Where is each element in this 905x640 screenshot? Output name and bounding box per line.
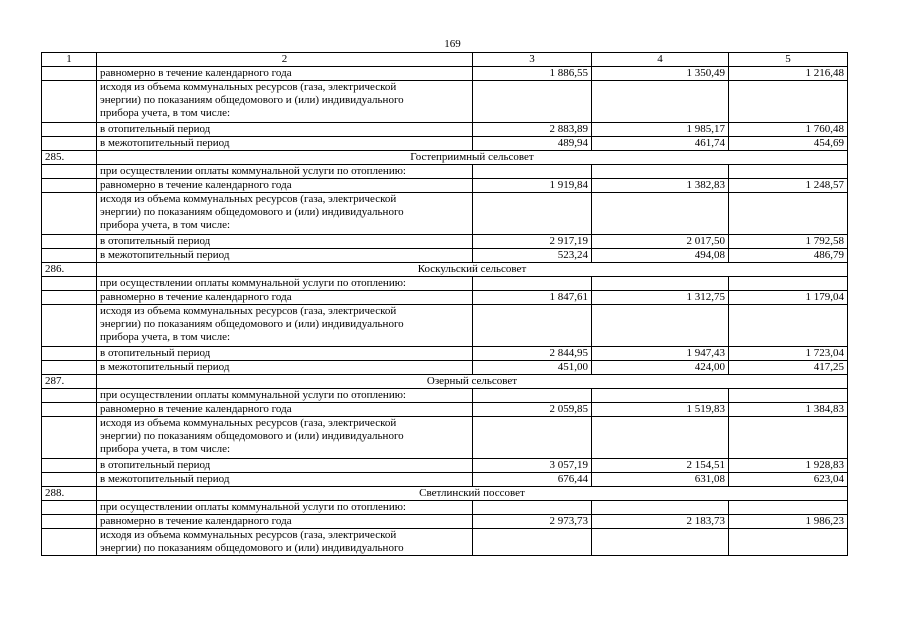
- table-row: [42, 529, 848, 556]
- col-header-5: 5: [729, 53, 848, 67]
- value-col-5: 1 986,23: [729, 515, 848, 529]
- value-col-4: 424,00: [592, 361, 729, 375]
- table-row: [42, 193, 848, 235]
- value-col-5: 1 248,57: [729, 179, 848, 193]
- value-col-3: 489,94: [473, 137, 592, 151]
- row-index: 287.: [42, 375, 97, 389]
- row-index: [42, 403, 97, 417]
- row-description: в межотопительный период: [97, 249, 473, 263]
- value-col-3: 451,00: [473, 361, 592, 375]
- row-description: при осуществлении оплаты коммунальной услуги по отоплению:: [97, 277, 473, 291]
- value-col-5: [729, 81, 848, 123]
- value-col-4: 631,08: [592, 473, 729, 487]
- col-header-2: 2: [97, 53, 473, 67]
- row-index: [42, 501, 97, 515]
- row-index: [42, 67, 97, 81]
- value-col-5: 454,69: [729, 137, 848, 151]
- value-col-3: [473, 277, 592, 291]
- value-col-3: [473, 417, 592, 459]
- value-col-4: 1 350,49: [592, 67, 729, 81]
- row-index: [42, 305, 97, 347]
- row-index: [42, 291, 97, 305]
- table-row: [42, 67, 848, 81]
- table-row: [42, 361, 848, 375]
- value-col-4: 1 519,83: [592, 403, 729, 417]
- row-index: [42, 277, 97, 291]
- table-row: [42, 305, 848, 347]
- section-row: [42, 263, 848, 277]
- value-col-5: 1 216,48: [729, 67, 848, 81]
- row-index: [42, 249, 97, 263]
- value-col-4: 2 183,73: [592, 515, 729, 529]
- row-description: в межотопительный период: [97, 361, 473, 375]
- value-col-4: [592, 501, 729, 515]
- section-title: Гостеприимный сельсовет: [97, 151, 848, 165]
- row-description: равномерно в течение календарного года: [97, 179, 473, 193]
- col-header-4: 4: [592, 53, 729, 67]
- value-col-3: 2 883,89: [473, 123, 592, 137]
- value-col-4: 461,74: [592, 137, 729, 151]
- row-index: [42, 347, 97, 361]
- table-row: [42, 515, 848, 529]
- value-col-4: [592, 305, 729, 347]
- table-row: [42, 123, 848, 137]
- table-row: [42, 501, 848, 515]
- value-col-4: 2 017,50: [592, 235, 729, 249]
- row-description: равномерно в течение календарного года: [97, 291, 473, 305]
- section-row: [42, 487, 848, 501]
- table-row: [42, 417, 848, 459]
- row-description: при осуществлении оплаты коммунальной услуги по отоплению:: [97, 389, 473, 403]
- value-col-5: 623,04: [729, 473, 848, 487]
- table-row: [42, 473, 848, 487]
- value-col-3: 676,44: [473, 473, 592, 487]
- table-row: [42, 277, 848, 291]
- value-col-3: 523,24: [473, 249, 592, 263]
- value-col-3: 1 886,55: [473, 67, 592, 81]
- row-index: [42, 473, 97, 487]
- row-description: равномерно в течение календарного года: [97, 403, 473, 417]
- table-row: [42, 249, 848, 263]
- value-col-5: [729, 529, 848, 556]
- value-col-4: [592, 417, 729, 459]
- row-description: в отопительный период: [97, 123, 473, 137]
- value-col-3: 3 057,19: [473, 459, 592, 473]
- value-col-4: [592, 81, 729, 123]
- value-col-5: 1 384,83: [729, 403, 848, 417]
- value-col-5: 417,25: [729, 361, 848, 375]
- row-description: в отопительный период: [97, 459, 473, 473]
- row-index: [42, 235, 97, 249]
- value-col-5: 1 792,58: [729, 235, 848, 249]
- value-col-3: 2 844,95: [473, 347, 592, 361]
- section-title: Коскульский сельсовет: [97, 263, 848, 277]
- row-description: в межотопительный период: [97, 473, 473, 487]
- row-index: [42, 165, 97, 179]
- row-description: исходя из объема коммунальных ресурсов (газа, электрической энергии) по показаниям общедомового и (или) индивидуального: [97, 529, 473, 556]
- table-row: [42, 403, 848, 417]
- table-row: [42, 347, 848, 361]
- value-col-4: [592, 389, 729, 403]
- value-col-5: 486,79: [729, 249, 848, 263]
- value-col-5: 1 723,04: [729, 347, 848, 361]
- row-index: [42, 123, 97, 137]
- value-col-5: [729, 389, 848, 403]
- row-description: в отопительный период: [97, 347, 473, 361]
- row-index: 286.: [42, 263, 97, 277]
- value-col-3: [473, 389, 592, 403]
- value-col-4: 1 382,83: [592, 179, 729, 193]
- row-index: [42, 179, 97, 193]
- value-col-5: [729, 305, 848, 347]
- table-row: [42, 389, 848, 403]
- row-index: [42, 459, 97, 473]
- row-description: исходя из объема коммунальных ресурсов (газа, электрической энергии) по показаниям общедомового и (или) индивидуального прибора учета, в том числе:: [97, 305, 473, 347]
- value-col-5: 1 179,04: [729, 291, 848, 305]
- row-index: [42, 417, 97, 459]
- row-description: равномерно в течение календарного года: [97, 67, 473, 81]
- row-index: [42, 137, 97, 151]
- row-description: исходя из объема коммунальных ресурсов (газа, электрической энергии) по показаниям общедомового и (или) индивидуального прибора учета, в том числе:: [97, 81, 473, 123]
- value-col-5: [729, 501, 848, 515]
- value-col-3: [473, 305, 592, 347]
- value-col-3: [473, 165, 592, 179]
- table-row: [42, 459, 848, 473]
- row-description: исходя из объема коммунальных ресурсов (газа, электрической энергии) по показаниям общедомового и (или) индивидуального прибора учета, в том числе:: [97, 193, 473, 235]
- value-col-3: [473, 501, 592, 515]
- section-title: Озерный сельсовет: [97, 375, 848, 389]
- value-col-3: 2 059,85: [473, 403, 592, 417]
- value-col-3: [473, 193, 592, 235]
- value-col-4: 2 154,51: [592, 459, 729, 473]
- row-index: 285.: [42, 151, 97, 165]
- value-col-4: 494,08: [592, 249, 729, 263]
- row-description: равномерно в течение календарного года: [97, 515, 473, 529]
- value-col-4: 1 985,17: [592, 123, 729, 137]
- value-col-3: 2 973,73: [473, 515, 592, 529]
- value-col-3: [473, 81, 592, 123]
- table-row: [42, 165, 848, 179]
- table-header-row: [42, 53, 848, 67]
- row-index: [42, 193, 97, 235]
- row-index: [42, 529, 97, 556]
- value-col-3: 1 919,84: [473, 179, 592, 193]
- row-index: [42, 81, 97, 123]
- row-description: при осуществлении оплаты коммунальной услуги по отоплению:: [97, 165, 473, 179]
- section-row: [42, 375, 848, 389]
- value-col-3: [473, 529, 592, 556]
- table-row: [42, 137, 848, 151]
- row-index: [42, 515, 97, 529]
- row-description: в отопительный период: [97, 235, 473, 249]
- section-title: Светлинский поссовет: [97, 487, 848, 501]
- value-col-4: [592, 165, 729, 179]
- row-description: при осуществлении оплаты коммунальной услуги по отоплению:: [97, 501, 473, 515]
- row-index: [42, 389, 97, 403]
- value-col-4: [592, 529, 729, 556]
- value-col-4: [592, 277, 729, 291]
- tariff-table: [41, 52, 848, 556]
- row-description: в межотопительный период: [97, 137, 473, 151]
- row-index: 288.: [42, 487, 97, 501]
- row-index: [42, 361, 97, 375]
- col-header-1: 1: [42, 53, 97, 67]
- page-number: 169: [444, 38, 461, 50]
- value-col-4: [592, 193, 729, 235]
- section-row: [42, 151, 848, 165]
- value-col-5: 1 760,48: [729, 123, 848, 137]
- value-col-4: 1 312,75: [592, 291, 729, 305]
- table-row: [42, 291, 848, 305]
- value-col-4: 1 947,43: [592, 347, 729, 361]
- value-col-3: 2 917,19: [473, 235, 592, 249]
- col-header-3: 3: [473, 53, 592, 67]
- table-row: [42, 235, 848, 249]
- value-col-5: [729, 417, 848, 459]
- table-row: [42, 81, 848, 123]
- row-description: исходя из объема коммунальных ресурсов (газа, электрической энергии) по показаниям общедомового и (или) индивидуального прибора учета, в том числе:: [97, 417, 473, 459]
- value-col-5: [729, 277, 848, 291]
- table-row: [42, 179, 848, 193]
- value-col-5: [729, 193, 848, 235]
- value-col-3: 1 847,61: [473, 291, 592, 305]
- value-col-5: [729, 165, 848, 179]
- value-col-5: 1 928,83: [729, 459, 848, 473]
